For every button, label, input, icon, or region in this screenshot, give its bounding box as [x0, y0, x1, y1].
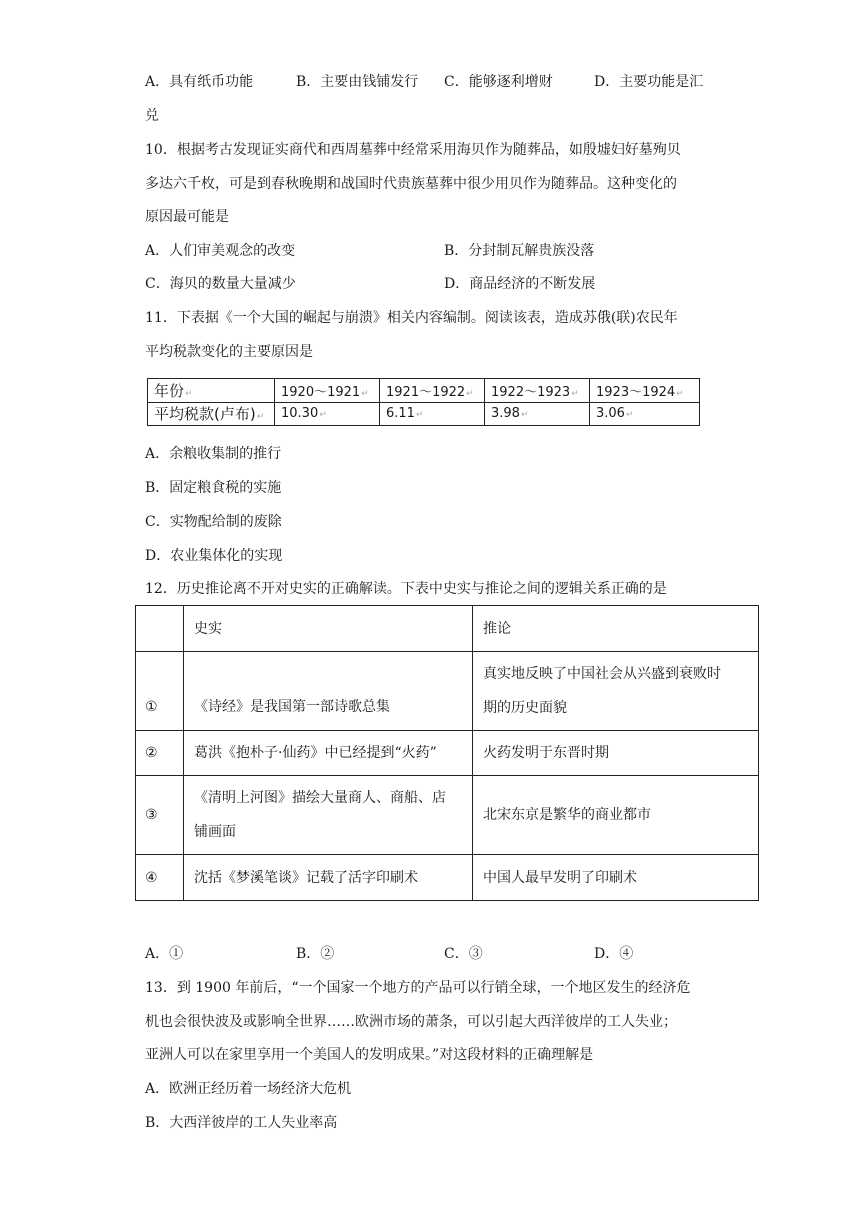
q11-option-c: C．实物配给制的废除 — [145, 514, 282, 530]
table-header-inference: 推论 — [473, 606, 759, 652]
q10-option-b: B．分封制瓦解贵族没落 — [444, 243, 595, 259]
q12-option-c: C．③ — [444, 946, 483, 962]
q10-option-c: C．海贝的数量大量减少 — [145, 276, 296, 292]
row-fact: 葛洪《抱朴子·仙药》中已经提到“火药” — [184, 731, 473, 776]
table-cell: 10.30↵ — [275, 402, 380, 426]
q10-option-a: A．人们审美观念的改变 — [145, 243, 296, 259]
row-inference: 北宋东京是繁华的商业都市 — [473, 776, 759, 855]
q11-option-d: D．农业集体化的实现 — [145, 548, 283, 564]
tax-table — [147, 378, 700, 426]
table-cell: 年份↵ — [148, 379, 275, 403]
row-fact: 沈括《梦溪笔谈》记载了活字印刷术 — [184, 855, 473, 901]
q11-option-b: B．固定粮食税的实施 — [145, 480, 282, 496]
q13-stem-line2: 机也会很快波及或影响全世界……欧洲市场的萧条，可以引起大西洋彼岸的工人失业； — [145, 1014, 677, 1030]
table-cell: 3.98↵ — [485, 402, 590, 426]
q9-option-c: C．能够逐利增财 — [444, 74, 553, 90]
q9-option-b: B．主要由钱铺发行 — [296, 74, 419, 90]
q12-option-b: B．② — [296, 946, 335, 962]
table-cell: 平均税款(卢布)↵ — [148, 402, 275, 426]
table-header-fact: 史实 — [184, 606, 473, 652]
table-row — [136, 652, 759, 731]
q12-option-d: D．④ — [594, 946, 634, 962]
q11-option-a: A．余粮收集制的推行 — [145, 446, 282, 462]
row-number: ① — [136, 652, 184, 731]
table-cell: 1921～1922↵ — [380, 379, 485, 403]
q13-option-b: B．大西洋彼岸的工人失业率高 — [145, 1115, 338, 1131]
table-cell: 6.11↵ — [380, 402, 485, 426]
row-fact-line: 《清明上河图》描绘大量商人、商船、店 — [194, 790, 446, 806]
row-fact: 《诗经》是我国第一部诗歌总集 — [184, 652, 473, 731]
row-fact — [184, 776, 473, 855]
table-cell: 3.06↵ — [590, 402, 700, 426]
row-number: ③ — [136, 776, 184, 855]
q11-stem-line2: 平均税款变化的主要原因是 — [145, 344, 313, 360]
history-table — [135, 605, 759, 901]
row-inference-line: 真实地反映了中国社会从兴盛到衰败时 — [483, 666, 721, 682]
q10-stem-line2: 多达六千枚，可是到春秋晚期和战国时代贵族墓葬中很少用贝作为随葬品。这种变化的 — [145, 176, 677, 192]
table-cell: 1920～1921↵ — [275, 379, 380, 403]
q9-option-d-continued: 兑 — [145, 108, 159, 124]
table-cell: 1923～1924↵ — [590, 379, 700, 403]
q12-stem: 12．历史推论离不开对史实的正确解读。下表中史实与推论之间的逻辑关系正确的是 — [145, 581, 667, 597]
row-fact-line: 铺画面 — [194, 824, 236, 840]
q13-stem-line3: 亚洲人可以在家里享用一个美国人的发明成果。”对这段材料的正确理解是 — [145, 1047, 594, 1063]
tax-table-row-tax — [148, 402, 700, 426]
q9-option-d: D．主要功能是汇 — [594, 74, 704, 90]
row-inference: 中国人最早发明了印刷术 — [473, 855, 759, 901]
q13-stem-line1: 13．到 1900 年前后，“一个国家一个地方的产品可以行销全球，一个地区发生的经济危 — [145, 980, 691, 996]
q11-stem-line1: 11．下表据《一个大国的崛起与崩溃》相关内容编制。阅读该表，造成苏俄(联)农民年 — [145, 310, 678, 326]
table-cell — [136, 606, 184, 652]
table-row — [136, 855, 759, 901]
row-inference — [473, 652, 759, 731]
row-number: ② — [136, 731, 184, 776]
q10-stem-line1: 10．根据考古发现证实商代和西周墓葬中经常采用海贝作为随葬品，如殷墟妇好墓殉贝 — [145, 142, 681, 158]
table-row — [136, 731, 759, 776]
tax-table-row-year — [148, 379, 700, 403]
q9-option-a: A．具有纸币功能 — [145, 74, 254, 90]
q10-option-d: D．商品经济的不断发展 — [444, 276, 596, 292]
table-cell: 1922～1923↵ — [485, 379, 590, 403]
table-header-row — [136, 606, 759, 652]
row-number: ④ — [136, 855, 184, 901]
q13-option-a: A．欧洲正经历着一场经济大危机 — [145, 1081, 352, 1097]
row-inference-line: 期的历史面貌 — [483, 700, 567, 716]
row-inference: 火药发明于东晋时期 — [473, 731, 759, 776]
table-row — [136, 776, 759, 855]
q12-option-a: A．① — [145, 946, 184, 962]
q10-stem-line3: 原因最可能是 — [145, 209, 229, 225]
